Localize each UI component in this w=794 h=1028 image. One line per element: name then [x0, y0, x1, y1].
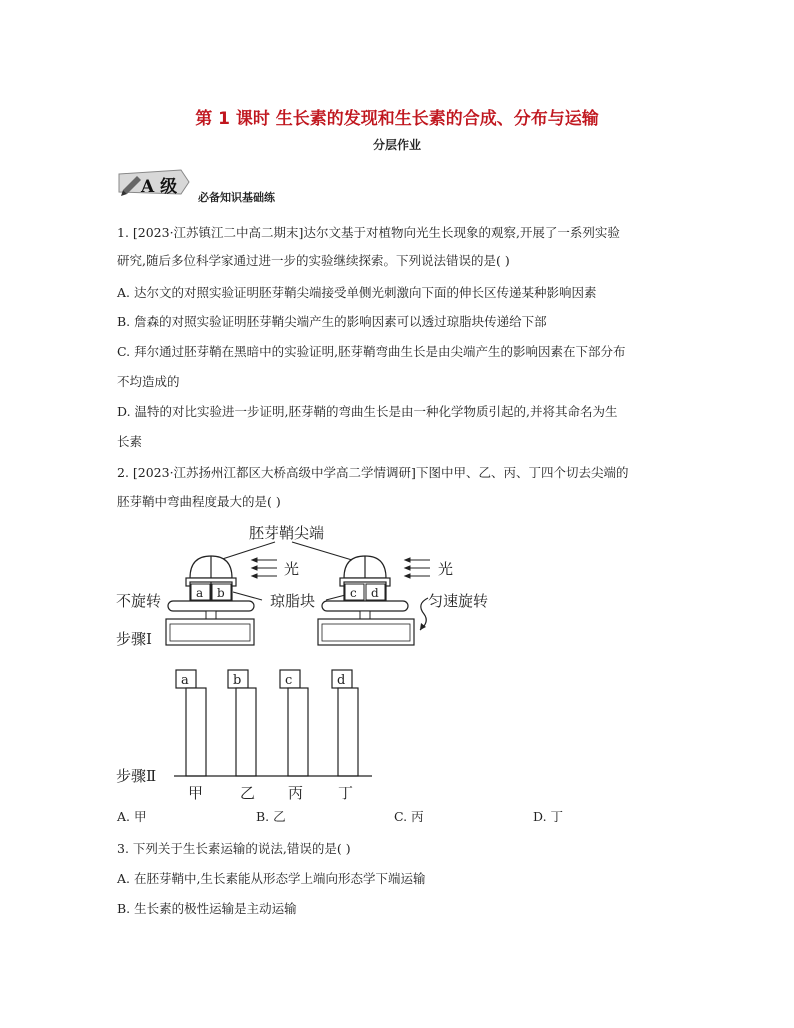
q1-stem-line1: 1. [2023·江苏镇江二中高二期末]达尔文基于对植物向光生长现象的观察,开展了一系列实验 — [117, 225, 620, 240]
section-title: 必备知识基础练 — [198, 191, 275, 204]
right-disc — [322, 601, 408, 611]
q2-option-a: A. 甲 — [117, 809, 147, 824]
block-label-a: a — [196, 586, 204, 600]
agar-label: 琼脂块 — [270, 592, 316, 610]
seedling-block-b: b — [233, 673, 242, 688]
q1-option-d-line1: D. 温特的对比实验进一步证明,胚芽鞘的弯曲生长是由一种化学物质引起的,并将其命名为生 — [117, 404, 618, 419]
q2-option-d: D. 丁 — [533, 809, 564, 824]
q3-option-a: A. 在胚芽鞘中,生长素能从形态学上端向形态学下端运输 — [117, 871, 426, 886]
q1-option-c-line1: C. 拜尔通过胚芽鞘在黑暗中的实验证明,胚芽鞘弯曲生长是由尖端产生的影响因素在下部分布 — [117, 344, 626, 359]
seedling-bing — [288, 688, 308, 776]
q1-option-c-line2: 不均造成的 — [117, 374, 180, 389]
q2-stem-line2: 胚芽鞘中弯曲程度最大的是( ) — [117, 494, 281, 509]
seedling-block-a: a — [181, 673, 189, 688]
q1-option-b: B. 詹森的对照实验证明胚芽鞘尖端产生的影响因素可以透过琼脂块传递给下部 — [117, 314, 547, 329]
q3-stem: 3. 下列关于生长素运输的说法,错误的是( ) — [117, 841, 351, 856]
light-label-left: 光 — [284, 560, 300, 578]
q1-option-a: A. 达尔文的对照实验证明胚芽鞘尖端接受单侧光刺激向下面的伸长区传递某种影响因素 — [117, 285, 597, 300]
seedling-jia — [186, 688, 206, 776]
left-light-arrows — [252, 558, 277, 578]
seedling-ding — [338, 688, 358, 776]
q1-stem-line2: 研究,随后多位科学家通过进一步的实验继续探索。下列说法错误的是( ) — [117, 253, 510, 268]
seedling-label-jia: 甲 — [188, 784, 204, 802]
tip-label: 胚芽鞘尖端 — [249, 524, 325, 542]
lesson-title: 第 1 课时 生长素的发现和生长素的合成、分布与运输 — [195, 109, 599, 129]
block-label-d: d — [371, 586, 379, 600]
seedling-label-yi: 乙 — [240, 784, 256, 802]
q2-stem-line1: 2. [2023·江苏扬州江都区大桥高级中学高二学情调研]下图中甲、乙、丙、丁四个切去尖端的 — [117, 465, 629, 480]
step2-label: 步骤Ⅱ — [116, 767, 157, 785]
q2-option-c: C. 丙 — [394, 809, 424, 824]
step1-label: 步骤Ⅰ — [116, 630, 152, 648]
right-apparatus — [318, 556, 414, 645]
q2-option-b: B. 乙 — [256, 809, 286, 824]
experiment-figure — [112, 518, 512, 808]
step2-seedlings — [174, 670, 372, 776]
lesson-subtitle: 分层作业 — [372, 138, 421, 152]
seedling-block-c: c — [285, 673, 293, 688]
light-label-right: 光 — [438, 560, 454, 578]
right-light-arrows — [405, 558, 430, 578]
level-label: A 级 — [141, 177, 178, 197]
seedling-yi — [236, 688, 256, 776]
q1-option-d-line2: 长素 — [117, 434, 143, 449]
block-label-c: c — [350, 586, 357, 600]
seedling-block-d: d — [337, 673, 346, 688]
seedling-label-ding: 丁 — [338, 784, 354, 802]
block-label-b: b — [217, 586, 225, 600]
q3-option-b: B. 生长素的极性运输是主动运输 — [117, 901, 297, 916]
left-disc — [168, 601, 254, 611]
left-apparatus — [166, 556, 254, 645]
seedling-label-bing: 丙 — [288, 784, 304, 802]
no-rotate-label: 不旋转 — [116, 592, 162, 610]
uniform-rotate-label: 匀速旋转 — [428, 592, 489, 610]
